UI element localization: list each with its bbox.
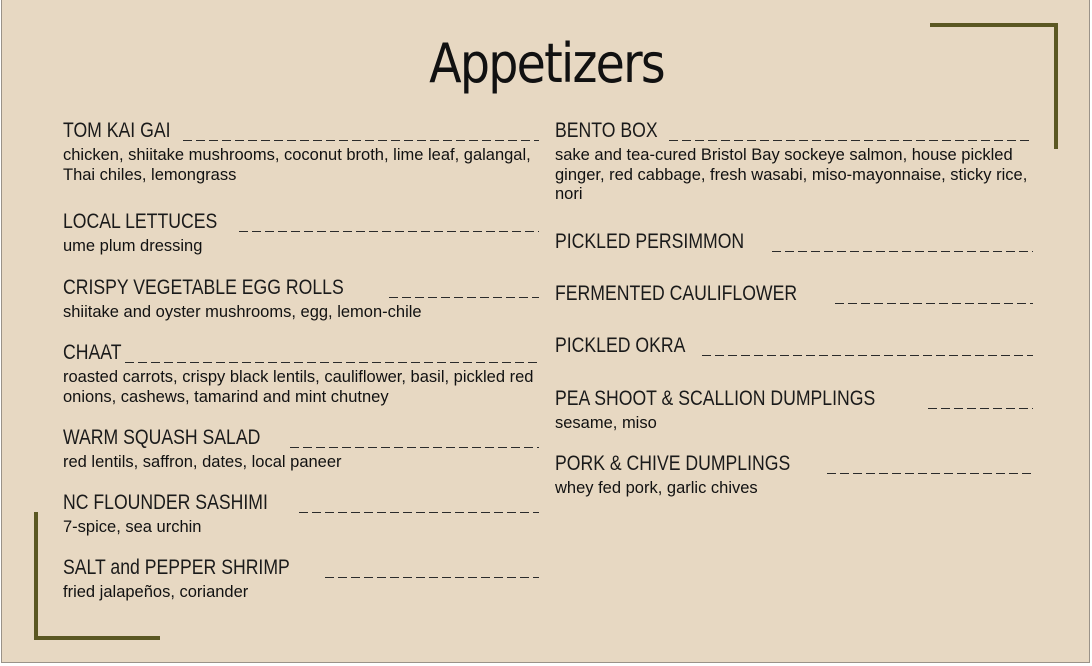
- menu-item: [63, 209, 539, 257]
- menu-item-description: sesame, miso: [555, 414, 657, 432]
- menu-item: [555, 118, 1033, 205]
- menu-item: [63, 425, 539, 473]
- menu-item: [555, 333, 1033, 359]
- menu-item-heading: [555, 451, 1033, 477]
- menu-title: Appetizers: [429, 32, 664, 95]
- menu-item-heading: [555, 118, 1033, 144]
- menu-item: [555, 281, 1033, 307]
- menu-item-name: NC FLOUNDER SASHIMI: [63, 491, 268, 514]
- menu-item-heading: [555, 229, 1033, 255]
- menu-item-description: 7-spice, sea urchin: [63, 518, 202, 536]
- menu-item-description: chicken, shiitake mushrooms, coconut broth, lime leaf, galangal, Thai chiles, lemongrass: [63, 146, 531, 184]
- menu-item-description: ume plum dressing: [63, 237, 203, 255]
- menu-item-heading: [63, 425, 539, 451]
- menu-item-leader-line: [125, 339, 539, 363]
- menu-item-leader-line: [835, 280, 1033, 304]
- menu-item-leader-line: [772, 228, 1033, 252]
- menu-item-description: red lentils, saffron, dates, local paneer: [63, 453, 342, 471]
- menu-item-name: SALT and PEPPER SHRIMP: [63, 556, 290, 579]
- menu-item: [63, 490, 539, 538]
- menu-item-leader-line: [827, 450, 1033, 474]
- menu-item: [555, 229, 1033, 255]
- menu-item: [63, 275, 539, 323]
- menu-item-name: CRISPY VEGETABLE EGG ROLLS: [63, 276, 344, 299]
- menu-item-leader-line: [290, 424, 539, 448]
- menu-item-description: sake and tea-cured Bristol Bay sockeye salmon, house pickled ginger, red cabbage, fresh wasabi, miso-mayonnaise, sticky rice, nori: [555, 146, 1028, 203]
- menu-item: [555, 386, 1033, 434]
- menu-item-leader-line: [389, 274, 539, 298]
- menu-item-heading: [63, 340, 539, 366]
- menu-item-name: FERMENTED CAULIFLOWER: [555, 282, 798, 305]
- menu-item-name: TOM KAI GAI: [63, 119, 171, 142]
- menu-item: [63, 118, 539, 185]
- menu-item-heading: [555, 386, 1033, 412]
- menu-item-description: fried jalapeños, coriander: [63, 583, 249, 601]
- menu-item-name: BENTO BOX: [555, 119, 658, 142]
- menu-item-heading: [555, 333, 1033, 359]
- menu-item-name: PICKLED OKRA: [555, 334, 686, 357]
- menu-item-heading: [63, 490, 539, 516]
- menu-item-description: roasted carrots, crispy black lentils, cauliflower, basil, pickled red onions, cashews, tamarind and mint chutney: [63, 368, 534, 406]
- menu-item-name: WARM SQUASH SALAD: [63, 426, 261, 449]
- menu-item-heading: [63, 555, 539, 581]
- menu-item-name: PICKLED PERSIMMON: [555, 230, 745, 253]
- menu-item: [63, 555, 539, 603]
- menu-item: [555, 451, 1033, 499]
- menu-item-leader-line: [325, 554, 539, 578]
- menu-item-description: shiitake and oyster mushrooms, egg, lemon-chile: [63, 303, 422, 321]
- menu-page: [1, 0, 1090, 663]
- menu-item-leader-line: [669, 117, 1033, 141]
- menu-item-leader-line: [299, 489, 539, 513]
- menu-item-leader-line: [183, 117, 539, 141]
- menu-item-name: CHAAT: [63, 341, 122, 364]
- menu-item-name: LOCAL LETTUCES: [63, 210, 218, 233]
- menu-item-name: PORK & CHIVE DUMPLINGS: [555, 452, 791, 475]
- menu-item-heading: [63, 209, 539, 235]
- menu-item: [63, 340, 539, 407]
- menu-item-heading: [63, 275, 539, 301]
- menu-item-leader-line: [702, 332, 1033, 356]
- menu-item-description: whey fed pork, garlic chives: [555, 479, 758, 497]
- menu-item-heading: [63, 118, 539, 144]
- menu-item-heading: [555, 281, 1033, 307]
- menu-item-leader-line: [239, 208, 539, 232]
- menu-item-name: PEA SHOOT & SCALLION DUMPLINGS: [555, 387, 876, 410]
- menu-item-leader-line: [928, 385, 1033, 409]
